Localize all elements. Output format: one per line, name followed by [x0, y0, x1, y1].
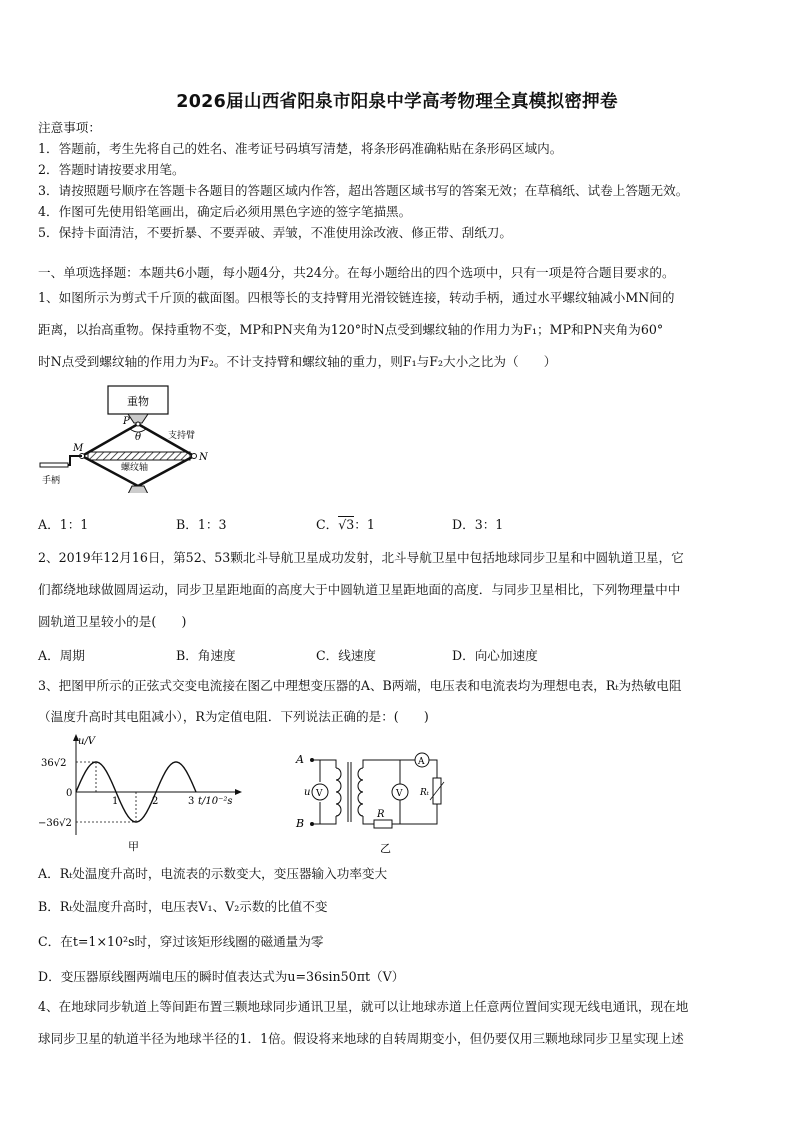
note-item: 3．请按照题号顺序在答题卡各题目的答题区域内作答，超出答题区域书写的答案无效；在草稿纸、试卷上答题无效。 [38, 183, 689, 198]
q1-line: 1、如图所示为剪式千斤顶的截面图。四根等长的支持臂用光滑铰链连接，转动手柄，通过水平螺纹轴减小MN间的 [38, 290, 675, 305]
tick-3: 3 [188, 796, 195, 807]
Rt-label: Rₜ [420, 788, 429, 798]
q1-option-a: A．1：1 [38, 517, 89, 532]
q1-option-c: C．√3：1 [316, 517, 375, 532]
note-item: 2．答题时请按要求用笔。 [38, 162, 185, 177]
q2-option-a: A．周期 [38, 648, 85, 663]
M-label: M [73, 443, 84, 454]
q2-option-c: C．线速度 [316, 648, 377, 663]
handle-label: 手柄 [42, 476, 61, 486]
q4-line: 球同步卫星的轨道半径为地球半径的1．1倍。假设将来地球的自转周期变小，但仍要仅用三颗地球同步卫星实现上述 [38, 1031, 684, 1046]
note-item: 1．答题前，考生先将自己的姓名、准考证号码填写清楚，将条形码准确粘贴在条形码区域内。 [38, 141, 563, 156]
q1-line: 时N点受到螺纹轴的作用力为F₂。不计支持臂和螺纹轴的重力，则F₁与F₂大小之比为（ ） [38, 354, 557, 369]
tick-1: 1 [112, 796, 119, 807]
ammeter: A [418, 757, 425, 767]
sine-graph [38, 730, 248, 855]
theta-label: θ [135, 432, 142, 443]
note-item: 5．保持卡面清洁，不要折暴、不要弄破、弄皱，不准使用涂改液、修正带、刮纸刀。 [38, 225, 512, 240]
circuit-figure [292, 748, 452, 856]
y-top-label: 36√2 [41, 758, 67, 769]
y-bottom-label: −36√2 [38, 818, 72, 829]
origin-label: 0 [66, 788, 73, 799]
q3-option-c: C．在t=1×10²s时，穿过该矩形线圈的磁通量为零 [38, 934, 324, 949]
P-label: P [123, 416, 130, 427]
N-label: N [199, 452, 208, 463]
voltmeter-1: V [316, 789, 323, 799]
note-item: 4．作图可先使用铅笔画出，确定后必须用黑色字迹的签字笔描黑。 [38, 204, 412, 219]
tick-2: 2 [152, 796, 159, 807]
q3-line: （温度升高时其电阻减小），R为定值电阻．下列说法正确的是：( ) [38, 709, 429, 724]
notes-heading: 注意事项： [38, 120, 101, 135]
q2-line: 们都绕地球做圆周运动，同步卫星距地面的高度大于中圆轨道卫星距地面的高度．与同步卫星相比，下列物理量中中 [38, 582, 681, 597]
terminal-A: A [296, 753, 304, 766]
weight-label: 重物 [127, 395, 149, 408]
q2-option-d: D．向心加速度 [452, 648, 538, 663]
section-heading: 一、单项选择题：本题共6小题，每小题4分，共24分。在每小题给出的四个选项中，只有一项是符合题目要求的。 [38, 265, 675, 280]
q3-option-a: A．Rₜ处温度升高时，电流表的示数变大，变压器输入功率变大 [38, 866, 388, 881]
jack-figure [38, 383, 238, 493]
terminal-B: B [296, 817, 305, 830]
screw-label: 螺纹轴 [121, 463, 149, 473]
q2-option-b: B．角速度 [176, 648, 236, 663]
q1-option-d: D．3：1 [452, 517, 504, 532]
q1-line: 距离，以抬高重物。保持重物不变，MP和PN夹角为120°时N点受到螺纹轴的作用力为F₁；MP和PN夹角为60° [38, 322, 664, 337]
u-label: u [304, 787, 311, 798]
q3-option-d: D．变压器原线圈两端电压的瞬时值表达式为u=36sin50πt（V） [38, 969, 405, 984]
circuit-caption: 乙 [380, 842, 391, 855]
q3-option-b: B．Rₜ处温度升高时，电压表V₁、V₂示数的比值不变 [38, 899, 328, 914]
voltmeter-2: V [396, 789, 403, 799]
page-title: 2026届山西省阳泉市阳泉中学高考物理全真模拟密押卷 [176, 92, 618, 112]
q3-line: 3、把图甲所示的正弦式交变电流接在图乙中理想变压器的A、B两端，电压表和电流表均为理想电表，Rₜ为热敏电阻 [38, 678, 682, 693]
x-axis-label: t/10⁻²s [198, 796, 233, 807]
q4-line: 4、在地球同步轨道上等间距布置三颗地球同步通讯卫星，就可以让地球赤道上任意两位置间实现无线电通讯，现在地 [38, 999, 689, 1014]
support-label: 支持臂 [168, 431, 196, 441]
y-axis-label: u/V [78, 736, 96, 747]
graph-caption: 甲 [128, 840, 139, 853]
q2-line: 2、2019年12月16日，第52、53颗北斗导航卫星成功发射，北斗导航卫星中包括地球同步卫星和中圆轨道卫星，它 [38, 550, 684, 565]
q2-line: 圆轨道卫星较小的是( ) [38, 614, 187, 629]
q1-option-b: B．1：3 [176, 517, 227, 532]
R-label: R [377, 809, 385, 820]
